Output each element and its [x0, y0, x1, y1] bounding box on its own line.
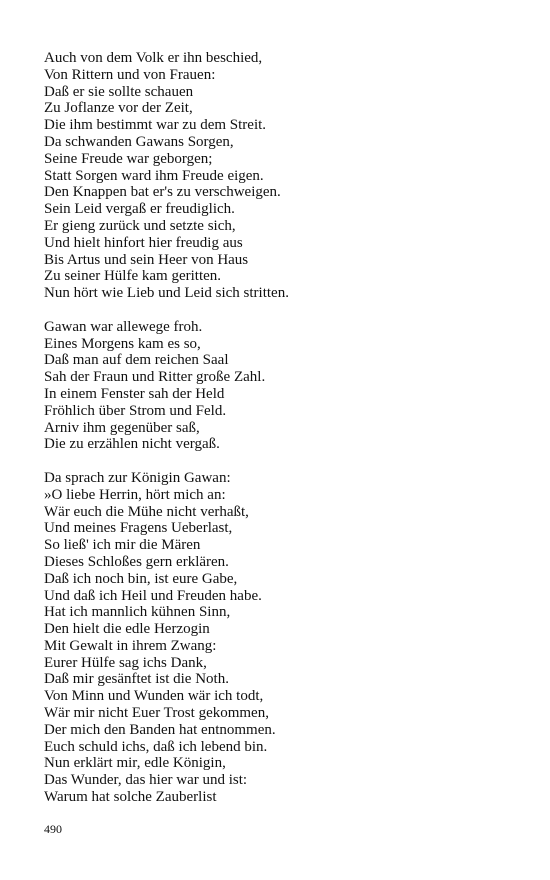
verse-line: »O liebe Herrin, hört mich an: [44, 486, 226, 503]
verse-line: Wär mir nicht Euer Trost gekommen, [44, 705, 269, 722]
verse-line: Er gieng zurück und setzte sich, [44, 217, 236, 234]
poem-body [44, 50, 524, 823]
verse-line: Auch von dem Volk er ihn beschied, [44, 50, 263, 66]
verse-line: Und meines Fragens Ueberlast, [44, 520, 233, 537]
verse-line: Von Rittern und von Frauen: [44, 66, 216, 83]
verse-line: Daß mir gesänftet ist die Noth. [44, 671, 229, 688]
verse-line: Der mich den Banden hat entnommen. [44, 721, 276, 738]
verse-line: Da sprach zur Königin Gawan: [44, 469, 231, 486]
verse-line: Die ihm bestimmt war zu dem Streit. [44, 117, 267, 134]
verse-line: Eurer Hülfe sag ichs Dank, [44, 654, 207, 671]
verse-line: Den hielt die edle Herzogin [44, 621, 210, 638]
verse-line: Eines Morgens kam es so, [44, 335, 201, 352]
verse-line: Die zu erzählen nicht vergaß. [44, 436, 220, 453]
verse-line: Sah der Fraun und Ritter große Zahl. [44, 369, 266, 386]
stanza-1 [44, 50, 524, 302]
verse-line: Nun erklärt mir, edle Königin, [44, 755, 226, 772]
verse-line: Statt Sorgen ward ihm Freude eigen. [44, 167, 264, 184]
verse-line: Arniv ihm gegenüber saß, [44, 419, 200, 436]
verse-line: Fröhlich über Strom und Feld. [44, 402, 227, 419]
stanza-2 [44, 319, 524, 453]
verse-line: Den Knappen bat er's zu verschweigen. [44, 184, 281, 201]
page-number: 490 [44, 822, 62, 836]
verse-line: Wär euch die Mühe nicht verhaßt, [44, 503, 249, 520]
verse-line: Dieses Schloßes gern erklären. [44, 553, 229, 570]
verse-line: Daß er sie sollte schauen [44, 83, 194, 100]
verse-line: Seine Freude war geborgen; [44, 150, 213, 167]
verse-line: Hat ich mannlich kühnen Sinn, [44, 604, 231, 621]
verse-line: Nun hört wie Lieb und Leid sich stritten. [44, 285, 289, 302]
verse-line: Sein Leid vergaß er freudiglich. [44, 201, 235, 218]
verse-line: Bis Artus und sein Heer von Haus [44, 251, 249, 268]
stanza-3 [44, 470, 524, 806]
verse-line: So ließ' ich mir die Mären [44, 537, 201, 554]
verse-line: Daß ich noch bin, ist eure Gabe, [44, 570, 238, 587]
verse-line: Daß man auf dem reichen Saal [44, 352, 229, 369]
verse-line: Warum hat solche Zauberlist [44, 789, 217, 806]
verse-line: Mit Gewalt in ihrem Zwang: [44, 637, 217, 654]
verse-line: Zu seiner Hülfe kam geritten. [44, 268, 222, 285]
verse-line: In einem Fenster sah der Held [44, 385, 225, 402]
verse-line: Da schwanden Gawans Sorgen, [44, 133, 234, 150]
verse-line: Und hielt hinfort hier freudig aus [44, 234, 243, 251]
verse-line: Von Minn und Wunden wär ich todt, [44, 688, 264, 705]
verse-line: Und daß ich Heil und Freuden habe. [44, 587, 262, 604]
verse-line: Das Wunder, das hier war und ist: [44, 772, 248, 789]
verse-line: Gawan war allewege froh. [44, 318, 203, 335]
verse-line: Zu Joflanze vor der Zeit, [44, 100, 193, 117]
verse-line: Euch schuld ichs, daß ich lebend bin. [44, 738, 268, 755]
